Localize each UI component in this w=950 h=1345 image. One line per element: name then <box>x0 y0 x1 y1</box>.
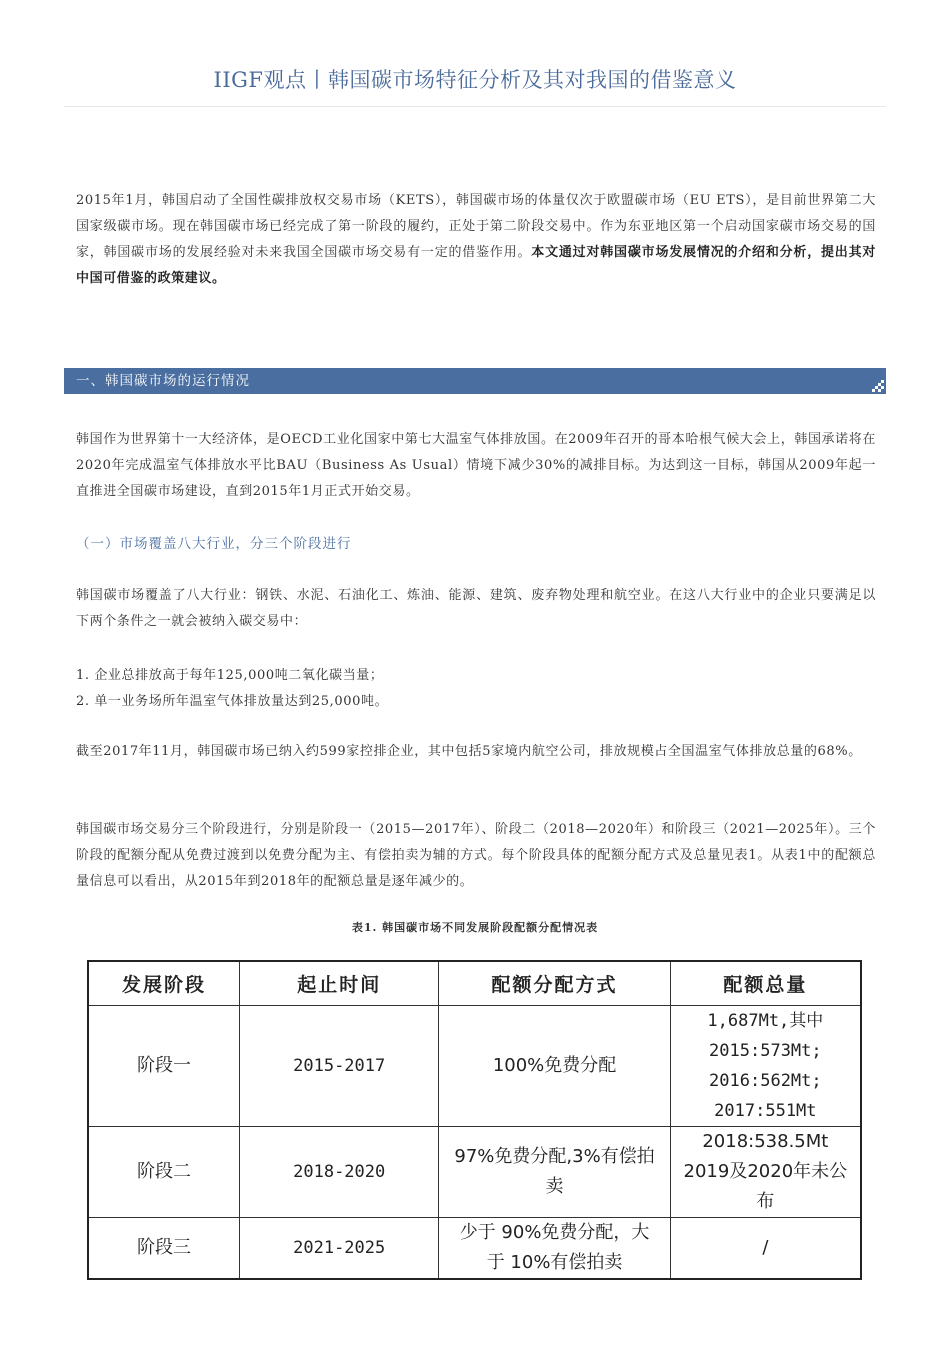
total-cell <box>670 1005 861 1126</box>
list-item: 1. 企业总排放高于每年125,000吨二氧化碳当量； <box>76 668 384 683</box>
period-cell: 2015-2017 <box>239 1005 438 1126</box>
method-line: 于 10%有偿拍卖 <box>486 1251 623 1273</box>
table-header-row <box>88 961 861 1005</box>
period-cell: 2018-2020 <box>239 1126 438 1217</box>
total-line: / <box>762 1236 769 1258</box>
total-cell <box>670 1126 861 1217</box>
total-line: 2017:551Mt <box>714 1100 817 1121</box>
section-paragraph-4: 韩国碳市场交易分三个阶段进行，分别是阶段一（2015—2017年）、阶段二（2018—2020年）和阶段三（2021—2025年）。三个阶段的配额分配从免费过渡到以免费分配为主、有偿拍卖为辅的方式。每个阶段具体的配额分配方式及总量见表1。从表1中的配额总量信息可以看出，从2015年到2018年的配额总量是逐年减少的。 <box>76 822 876 889</box>
table-row <box>88 1217 861 1279</box>
period-cell: 2021-2025 <box>239 1217 438 1279</box>
page-title: IIGF观点丨韩国碳市场特征分析及其对我国的借鉴意义 <box>213 68 737 92</box>
section-paragraph-1: 韩国作为世界第十一大经济体，是OECD工业化国家中第七大温室气体排放国。在2009年召开的哥本哈根气候大会上，韩国承诺将在2020年完成温室气体排放水平比BAU（Business As Usual）情境下减少30%的减排目标。为达到这一目标，韩国从2009年起一直推进全国碳市场建设，直到2015年1月正式开始交易。 <box>76 432 876 499</box>
method-line: 100%免费分配 <box>492 1054 617 1076</box>
stage-cell: 阶段三 <box>88 1217 239 1279</box>
table-caption: 表1. 韩国碳市场不同发展阶段配额分配情况表 <box>351 921 599 934</box>
col-header-total: 配额总量 <box>670 961 861 1005</box>
stage-cell: 阶段二 <box>88 1126 239 1217</box>
intro-paragraph <box>76 188 876 292</box>
title-divider <box>64 106 886 107</box>
section-header-bar <box>64 368 886 394</box>
total-cell <box>670 1217 861 1279</box>
col-header-period: 起止时间 <box>239 961 438 1005</box>
quota-table <box>87 960 862 1280</box>
col-header-stage: 发展阶段 <box>88 961 239 1005</box>
method-line: 少于 90%免费分配，大 <box>459 1221 650 1243</box>
method-cell <box>439 1005 670 1126</box>
col-header-method: 配额分配方式 <box>439 961 670 1005</box>
total-line: 2016:562Mt; <box>709 1070 822 1091</box>
intro-text: 2015年1月，韩国启动了全国性碳排放权交易市场（KETS），韩国碳市场的体量仅次于欧盟碳市场（EU ETS），是目前世界第二大国家级碳市场。现在韩国碳市场已经完成了第一阶段的履约，正处于第二阶段交易中。作为东亚地区第一个启动国家碳市场交易的国家，韩国碳市场的发展经验对未来我国全国碳市场交易有一定的借鉴作用。 <box>76 193 876 260</box>
intro-bold-text: 本文通过对韩国碳市场发展情况的介绍和分析，提出其对中国可借鉴的政策建议。 <box>76 245 876 286</box>
method-line: 卖 <box>545 1175 564 1197</box>
method-cell <box>439 1126 670 1217</box>
total-line: 1,687Mt,其中 <box>707 1010 824 1031</box>
method-cell <box>439 1217 670 1279</box>
subsection-heading: （一）市场覆盖八大行业，分三个阶段进行 <box>76 536 352 552</box>
total-line: 2018:538.5Mt <box>702 1130 829 1152</box>
section-paragraph-2: 韩国碳市场覆盖了八大行业：钢铁、水泥、石油化工、炼油、能源、建筑、废弃物处理和航空业。在这八大行业中的企业只要满足以下两个条件之一就会被纳入碳交易中： <box>76 588 876 629</box>
total-line: 布 <box>756 1190 775 1212</box>
method-line: 97%免费分配,3%有偿拍 <box>454 1145 655 1167</box>
stage-cell: 阶段一 <box>88 1005 239 1126</box>
table-row <box>88 1005 861 1126</box>
pixel-corner-icon <box>872 380 884 392</box>
table-row <box>88 1126 861 1217</box>
list-item: 2. 单一业务场所年温室气体排放量达到25,000吨。 <box>76 694 389 709</box>
total-line: 2019及2020年未公 <box>683 1160 848 1182</box>
total-line: 2015:573Mt; <box>709 1040 822 1061</box>
section-title: 一、韩国碳市场的运行情况 <box>76 373 250 389</box>
section-paragraph-3: 截至2017年11月，韩国碳市场已纳入约599家控排企业，其中包括5家境内航空公司，排放规模占全国温室气体排放总量的68%。 <box>76 744 862 759</box>
